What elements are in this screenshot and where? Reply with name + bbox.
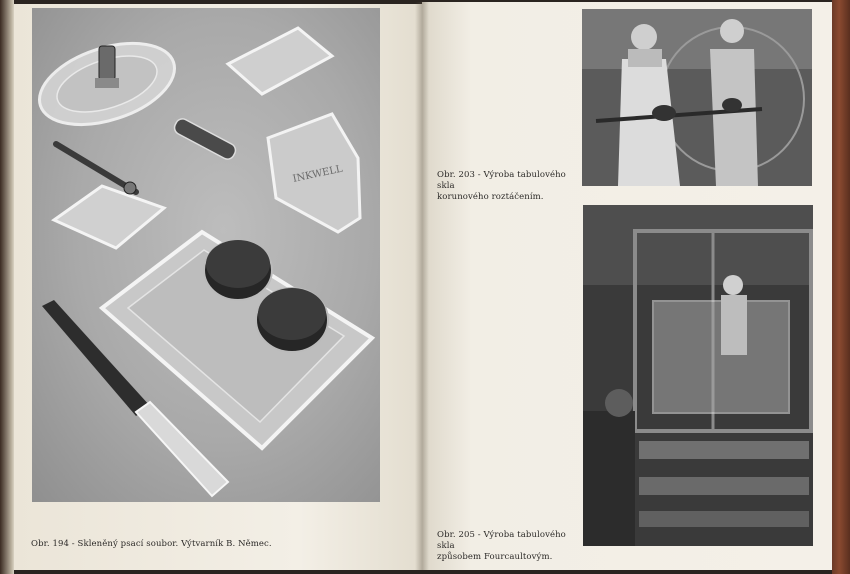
book-left-edge: [0, 0, 14, 574]
caption-figure-203-line2: korunového roztáčením.: [437, 192, 544, 202]
caption-figure-203: [437, 170, 577, 203]
caption-figure-205: [437, 530, 577, 563]
book-binding-edge: [832, 0, 850, 574]
book-gutter: [415, 2, 429, 570]
photo-glass-writing-set-illustration: [32, 8, 380, 502]
photo-fourcault-process: [583, 205, 813, 546]
photo-crown-glass-production: [582, 9, 812, 186]
caption-figure-194: Obr. 194 - Skleněný psací soubor. Výtvarník B. Němec.: [31, 539, 272, 549]
photo-glass-writing-set: [32, 8, 380, 502]
caption-figure-205-line2: způsobem Fourcaultovým.: [437, 552, 553, 562]
caption-figure-203-line1: Obr. 203 - Výroba tabulového skla: [437, 170, 566, 191]
photo-fourcault-illustration: [583, 205, 813, 546]
caption-figure-205-line1: Obr. 205 - Výroba tabulového skla: [437, 530, 566, 551]
photo-crown-glass-illustration: [582, 9, 812, 186]
inkwell-label-text: INKWELL: [291, 163, 344, 185]
